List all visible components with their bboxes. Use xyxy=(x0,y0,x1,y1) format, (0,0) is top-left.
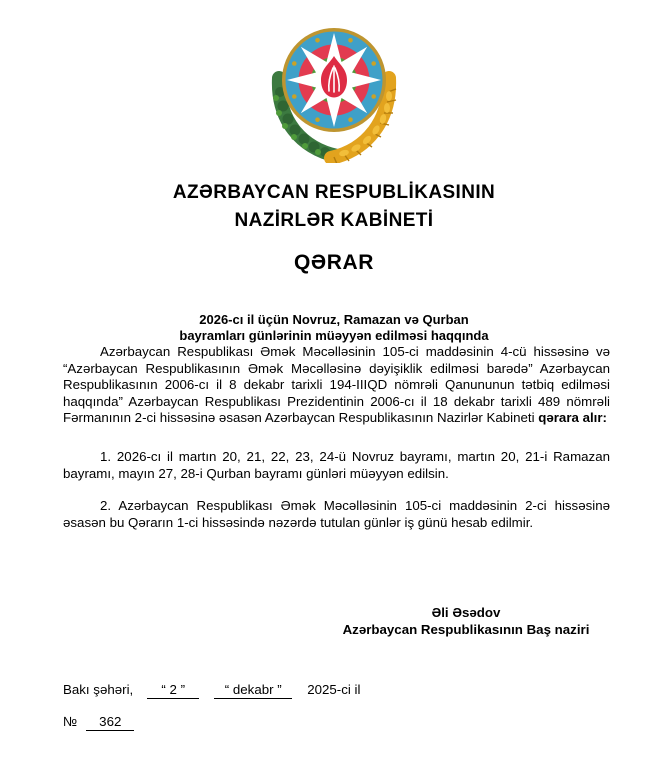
doc-body xyxy=(0,344,668,531)
preamble-text: Azərbaycan Respublikası Əmək Məcəlləsinin 105-ci maddəsinin 4-cü hissəsinə və “Azərbaycan Respublikasının Əmək Məcəlləsinə dəyişiklik edilməsi barədə” Azərbaycan Respublikasının 2006-cı il 8 dekabr tarixli 194-IIIQD nömrəli Qanununun tətbiq edilməsi haqqında” Azərbaycan Respublikası Prezidentinin 2006-cı il 18 dekabr tarixli 489 nömrəli Fərmanının 2-ci hissəsinə əsasən Azərbaycan Respublikasının Nazirlər Kabineti xyxy=(63,344,610,426)
azerbaijan-coat-of-arms-icon xyxy=(259,18,409,163)
signature-name: Əli Əsədov xyxy=(431,605,501,621)
number-value: 362 xyxy=(86,714,134,731)
number-label: № xyxy=(63,714,78,730)
signature-title: Azərbaycan Respublikasının Baş naziri xyxy=(342,622,590,638)
footer-number xyxy=(63,714,668,731)
org-name-line1: AZƏRBAYCAN RESPUBLİKASININ xyxy=(172,182,496,203)
preamble-decision-phrase: qərara alır: xyxy=(538,410,607,426)
month-field: “ dekabr ” xyxy=(214,682,292,699)
doc-subject-line1: 2026-cı il üçün Novruz, Ramazan və Qurban xyxy=(199,312,469,327)
place-label: Bakı şəhəri, xyxy=(63,682,134,698)
coat-of-arms xyxy=(259,18,409,168)
signature-block xyxy=(316,604,616,638)
decision-item-1: 1. 2026-cı il martın 20, 21, 22, 23, 24-ü Novruz bayramı, martın 20, 21-i Ramazan bayramı, mayın 27, 28-i Qurban bayramı günləri müəyyən edilsin. xyxy=(63,448,610,481)
doc-subject xyxy=(0,312,668,344)
org-name xyxy=(0,179,668,235)
decision-item-2: 2. Azərbaycan Respublikası Əmək Məcəlləsinin 105-ci maddəsinin 2-ci hissəsinə əsasən bu Qərarın 1-ci hissəsində nəzərdə tutulan günlər iş günü hesab edilmir. xyxy=(63,498,610,530)
doc-subject-line2: bayramları günlərinin müəyyən edilməsi haqqında xyxy=(179,328,489,343)
org-name-line2: NAZİRLƏR KABİNETİ xyxy=(234,210,434,231)
doc-type-title: QƏRAR xyxy=(293,251,375,274)
preamble-paragraph xyxy=(63,344,610,427)
day-field: “ 2 ” xyxy=(147,682,199,699)
footer-place-date xyxy=(63,682,668,699)
year-label: 2025-ci il xyxy=(307,682,361,698)
